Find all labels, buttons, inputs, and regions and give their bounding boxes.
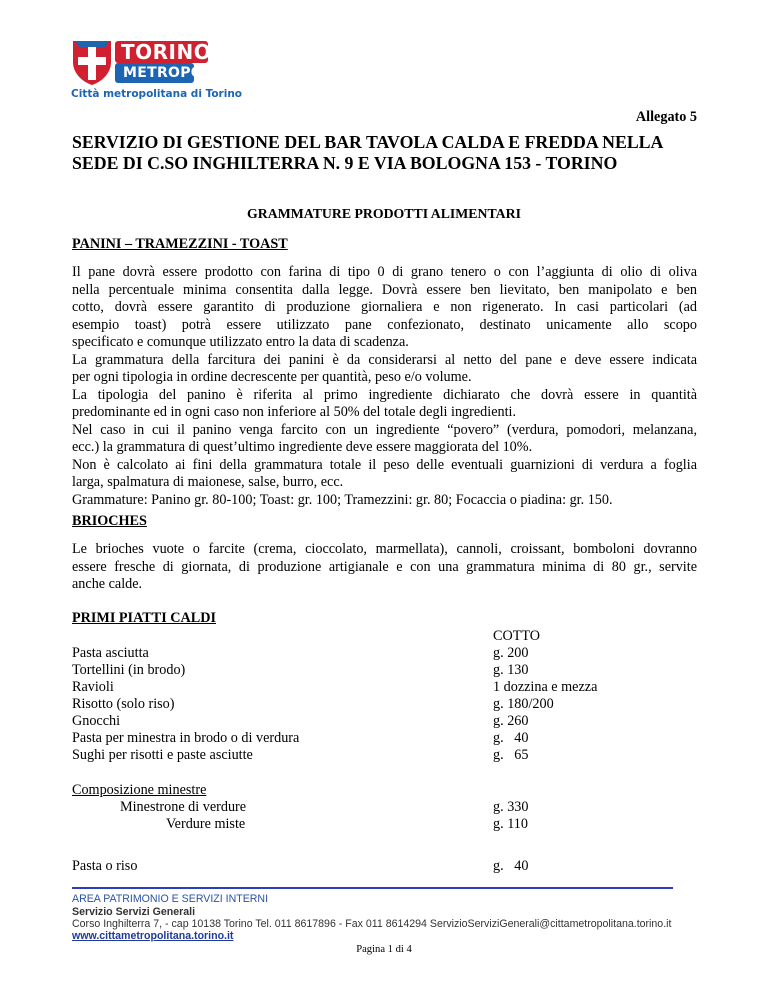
panini-line: larga, spalmatura di maionese, salse, burro, ecc. — [72, 474, 344, 490]
torino-metropoli-logo — [71, 40, 243, 102]
logo-word-torino: TORINO — [121, 40, 212, 64]
document-title — [72, 132, 692, 173]
composizione-qty: g. 110 — [493, 816, 528, 832]
title-line-1: SERVIZIO DI GESTIONE DEL BAR TAVOLA CALDA E FREDDA NELLA — [72, 132, 664, 152]
pasta-riso-qty: g. 40 — [493, 858, 529, 874]
panini-line: Il pane dovrà essere prodotto con farina di tipo 0 di grano tenero o con l’aggiunta di olio di oliva — [72, 264, 697, 280]
pasta-riso-item: Pasta o riso — [72, 858, 138, 874]
brioches-line: essere fresche di giornata, di produzione artigianale e con una grammatura minima di 80 gr., servite — [72, 558, 697, 575]
panini-line: La grammatura della farcitura dei panini è da considerarsi al netto del pane e deve essere indicata — [72, 351, 697, 368]
table-row-item: Sughi per risotti e paste asciutte — [72, 747, 253, 763]
page-number: Pagina 1 di 4 — [356, 944, 412, 955]
title-line-2: SEDE DI C.SO INGHILTERRA N. 9 E VIA BOLOGNA 153 - TORINO — [72, 152, 618, 173]
table-row-qty: g. 40 — [493, 730, 529, 746]
panini-line: ecc.) la grammatura di quest’ultimo ingrediente deve essere maggiorata del 10%. — [72, 439, 533, 455]
panini-line: predominante ed in ogni caso non inferiore al 50% del totale degli ingredienti. — [72, 404, 517, 420]
panini-line: Grammature: Panino gr. 80-100; Toast: gr. 100; Tramezzini: gr. 80; Focaccia o piadina: gr. 150. — [72, 491, 613, 508]
table-row-qty: 1 dozzina e mezza — [493, 679, 598, 695]
composizione-heading: Composizione minestre — [72, 782, 207, 798]
table-row-qty: g. 65 — [493, 747, 529, 763]
table-row-qty: g. 130 — [493, 662, 529, 678]
heading-panini: PANINI – TRAMEZZINI - TOAST — [72, 236, 288, 252]
footer-servizio: Servizio Servizi Generali — [72, 906, 196, 918]
table-row-item: Tortellini (in brodo) — [72, 662, 186, 678]
footer-address: Corso Inghilterra 7, - cap 10138 Torino Tel. 011 8617896 - Fax 011 8614294 ServizioServiziGenerali@cittametropolitana.torino.it — [72, 918, 672, 930]
table-row-item: Gnocchi — [72, 713, 121, 729]
brioches-line: anche calde. — [72, 576, 143, 592]
footer-website-link[interactable]: www.cittametropolitana.torino.it — [72, 930, 234, 942]
table-row-qty: g. 200 — [493, 645, 529, 661]
table-row-item: Pasta asciutta — [72, 645, 149, 661]
panini-line: cotto, dovrà essere garantito di produzione giornaliera e non rigenerato. In casi particolari (ad — [72, 299, 697, 315]
table-row-qty: g. 180/200 — [493, 696, 554, 712]
paragraph-panini — [72, 264, 697, 509]
logo-subtitle: Città metropolitana di Torino — [71, 88, 243, 100]
panini-line: esempio toast) potrà essere utilizzato pane confezionato, destinato unicamente allo scopo — [72, 316, 697, 333]
panini-line: Non è calcolato ai fini della grammatura totale il peso delle eventuali guarnizioni di verdura a foglia — [72, 456, 697, 473]
footer-area: AREA PATRIMONIO E SERVIZI INTERNI — [72, 893, 269, 905]
panini-line: per ogni tipologia in ordine decrescente per quantità, peso e/o volume. — [72, 369, 472, 385]
heading-primi-piatti: PRIMI PIATTI CALDI — [72, 610, 216, 626]
heading-brioches: BRIOCHES — [72, 513, 147, 529]
composizione-item: Minestrone di verdure — [120, 799, 247, 815]
section-subtitle: GRAMMATURE PRODOTTI ALIMENTARI — [247, 206, 521, 221]
paragraph-brioches — [72, 541, 697, 594]
table-row-item: Ravioli — [72, 679, 114, 695]
panini-line: nella percentuale minima consentita dalla legge. Dovrà essere ben lievitato, ben manipolato e ben — [72, 281, 697, 298]
allegato-label: Allegato 5 — [635, 109, 697, 125]
shield-cross-icon — [71, 40, 121, 86]
column-header-cotto: COTTO — [493, 628, 541, 644]
logo-word-metropoli: METROPOLI — [123, 65, 218, 81]
brioches-line: Le brioches vuote o farcite (crema, cioccolato, marmellata), cannoli, croissant, bomboloni dovranno — [72, 541, 697, 557]
panini-line: Nel caso in cui il panino venga farcito con un ingrediente “povero” (verdura, pomodori, melanzana, — [72, 421, 697, 438]
panini-line: La tipologia del panino è riferita al primo ingrediente dichiarato che dovrà essere in quantità — [72, 386, 697, 403]
composizione-item: Verdure miste — [166, 816, 246, 832]
panini-line: specificato e comunque utilizzato entro la data di scadenza. — [72, 334, 409, 350]
table-row-item: Pasta per minestra in brodo o di verdura — [72, 730, 300, 746]
composizione-qty: g. 330 — [493, 799, 529, 815]
table-row-item: Risotto (solo riso) — [72, 696, 175, 712]
table-row-qty: g. 260 — [493, 713, 529, 729]
footer-divider — [72, 887, 673, 889]
